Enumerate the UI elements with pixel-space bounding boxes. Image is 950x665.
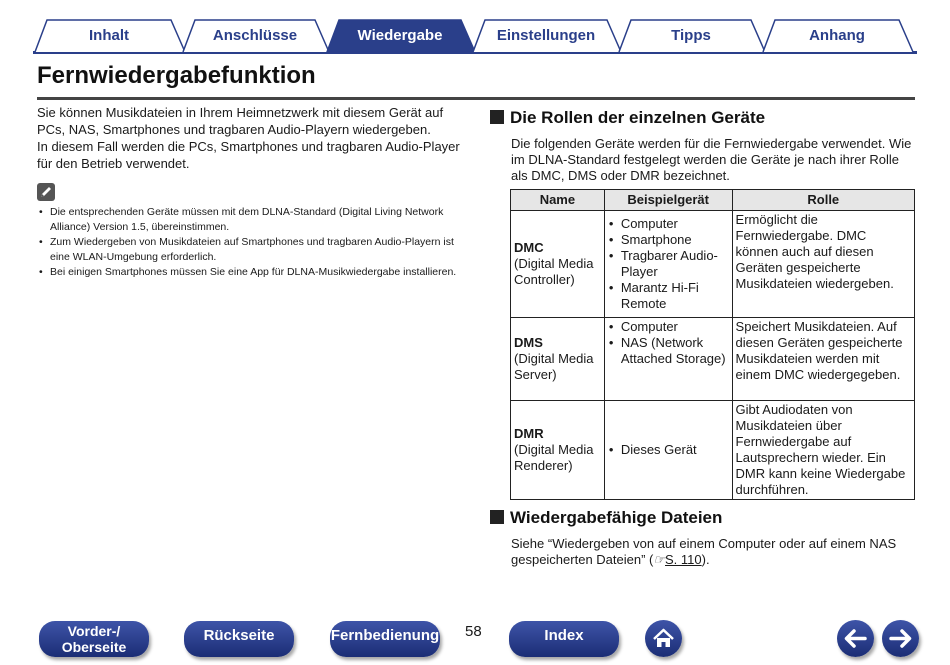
- tab-anhang[interactable]: Anhang: [809, 27, 865, 44]
- tab-anschluesse[interactable]: Anschlüsse: [212, 27, 298, 44]
- section-text-files: [511, 536, 916, 568]
- intro-paragraph: Sie können Musikdateien in Ihrem Heimnetzwerk mit diesem Gerät auf PCs, NAS, Smartphones und tragbaren Audio-Playern wiedergeben.: [37, 105, 444, 137]
- device-name: DMC: [514, 240, 544, 255]
- example-item: • Tragbarer Audio-Player: [608, 248, 729, 280]
- examples-cell: [604, 211, 732, 318]
- table-row: [511, 211, 915, 318]
- arrow-right-icon: [882, 620, 919, 657]
- column-header: Name: [511, 190, 605, 211]
- intro-text: [37, 105, 467, 173]
- section-heading-files: [490, 508, 722, 528]
- example-item: • Computer: [608, 319, 729, 335]
- front-top-button[interactable]: [39, 621, 149, 657]
- reference-text-end: ).: [701, 552, 710, 567]
- role-cell: Ermöglicht die Fernwiedergabe. DMC können auch auf diesen Geräten gespeicherte Musikdateien wiedergeben.: [732, 211, 914, 318]
- button-label: Index: [544, 627, 584, 644]
- arrow-left-icon: [837, 620, 874, 657]
- roles-table: [510, 189, 915, 500]
- column-header: Rolle: [732, 190, 914, 211]
- title-divider: [37, 97, 915, 100]
- example-item: • Dieses Gerät: [608, 442, 729, 458]
- note-list: [37, 205, 457, 281]
- square-bullet-icon: [490, 510, 504, 524]
- example-item: • Marantz Hi-Fi Remote: [608, 280, 729, 312]
- table-row: [511, 401, 915, 500]
- tab-wiedergabe[interactable]: Wiedergabe: [357, 27, 443, 44]
- tab-bar: [33, 18, 917, 54]
- page-number: 58: [465, 623, 482, 640]
- device-name: DMR: [514, 426, 544, 441]
- forward-button[interactable]: [882, 620, 919, 657]
- square-bullet-icon: [490, 110, 504, 124]
- section-heading-roles: [490, 108, 765, 128]
- section-heading-text: Wiedergabefähige Dateien: [510, 508, 723, 527]
- home-button[interactable]: [645, 620, 682, 657]
- intro-paragraph: In diesem Fall werden die PCs, Smartphones und tragbaren Audio-Player für den Betrieb verwendet.: [37, 139, 460, 171]
- pencil-icon: [37, 183, 55, 201]
- remote-button[interactable]: [330, 621, 440, 657]
- note-item: • Bei einigen Smartphones müssen Sie eine App für DLNA-Musikwiedergabe installieren.: [37, 265, 457, 280]
- device-name-detail: (Digital Media Renderer): [514, 442, 594, 473]
- column-header: Beispielgerät: [604, 190, 732, 211]
- examples-cell: [604, 401, 732, 500]
- example-item: • Smartphone: [608, 232, 729, 248]
- device-name-cell: [511, 211, 605, 318]
- note-item: • Die entsprechenden Geräte müssen mit dem DLNA-Standard (Digital Living Network Alliance) Version 1.5, übereinstimmen.: [37, 205, 457, 234]
- role-cell: Gibt Audiodaten von Musikdateien über Fernwiedergabe auf Lautsprechern wieder. Ein DMR kann keine Wiedergabe durchführen.: [732, 401, 914, 500]
- role-cell: Speichert Musikdateien. Auf diesen Geräten gespeicherte Musikdateien werden mit einem DMC wiedergegeben.: [732, 318, 914, 401]
- reference-text: Siehe “Wiedergeben von auf einem Computer oder auf einem NAS gespeicherten Dateien” (: [511, 536, 897, 567]
- back-button[interactable]: [837, 620, 874, 657]
- note-item: • Zum Wiedergeben von Musikdateien auf Smartphones und tragbaren Audio-Playern ist eine WLAN-Umgebung erforderlich.: [37, 235, 457, 264]
- examples-cell: [604, 318, 732, 401]
- example-item: • Computer: [608, 216, 729, 232]
- button-label: Rückseite: [203, 627, 275, 644]
- table-header-row: [511, 190, 915, 211]
- button-label: Vorder-/: [67, 623, 121, 639]
- tab-einstellungen[interactable]: Einstellungen: [496, 27, 596, 44]
- section-text-roles: Die folgenden Geräte werden für die Fernwiedergabe verwendet. Wie im DLNA-Standard festgelegt werden die Geräte je nach ihrer Rolle als DMC, DMS oder DMR bezeichnet.: [511, 136, 912, 183]
- device-name-detail: (Digital Media Controller): [514, 256, 594, 287]
- example-item: • NAS (Network Attached Storage): [608, 335, 729, 367]
- index-button[interactable]: [509, 621, 619, 657]
- section-heading-text: Die Rollen der einzelnen Geräte: [510, 108, 766, 127]
- device-name: DMS: [514, 335, 543, 350]
- device-name-cell: [511, 401, 605, 500]
- button-label: Oberseite: [61, 639, 127, 655]
- button-label: Fernbedienung: [330, 627, 440, 644]
- hand-pointer-icon: ☞: [653, 552, 666, 567]
- rear-button[interactable]: [184, 621, 294, 657]
- tab-inhalt[interactable]: Inhalt: [89, 27, 129, 44]
- tab-tipps[interactable]: Tipps: [671, 27, 711, 44]
- page-reference-link[interactable]: S. 110: [665, 552, 702, 567]
- table-row: [511, 318, 915, 401]
- home-icon: [645, 620, 682, 657]
- device-name-cell: [511, 318, 605, 401]
- page-title: Fernwiedergabefunktion: [37, 62, 316, 89]
- device-name-detail: (Digital Media Server): [514, 351, 594, 382]
